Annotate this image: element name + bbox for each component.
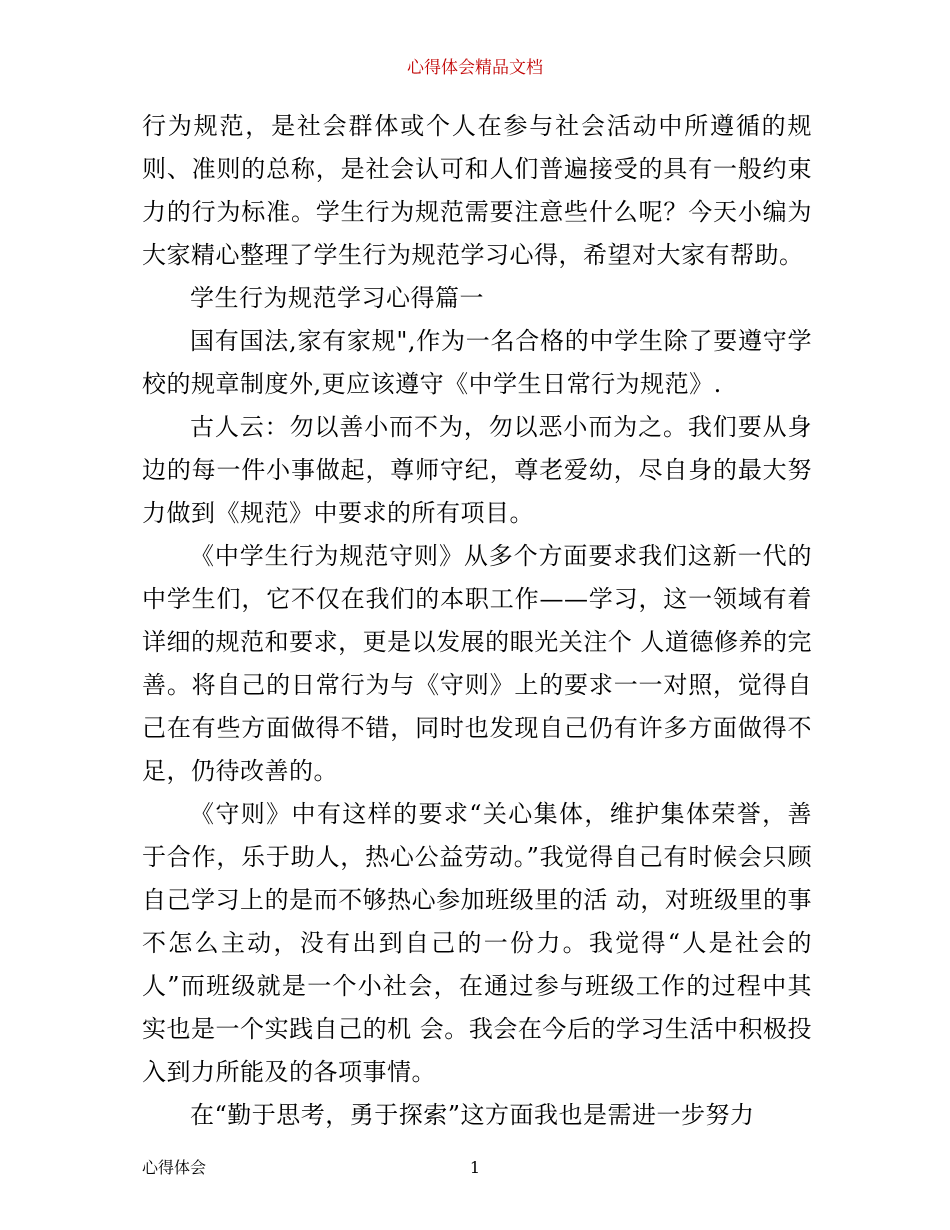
body-paragraph: 在“勤于思考，勇于探索”这方面我也是需进一步努力	[190, 1101, 755, 1129]
section-heading: 学生行为规范学习心得篇一	[190, 284, 484, 312]
footer-label: 心得体会	[142, 1158, 207, 1177]
document-body	[142, 105, 812, 1137]
body-paragraph: 《守则》中有这样的要求“关心集体，维护集体荣誉，善于合作，乐于助人，热心公益劳动。”我觉得自己有时候会只顾自己学习上的是而不够热心参加班级里的活 动，对班级里的事不怎么主动，没有出到自己的一份力。我觉得“人是社会的人”而班级就是一个小社会，在通过参与班级工作的过程中其实也是一个实践自己的机 会。我会在今后的学习生活中积极投入到力所能及的各项事情。	[142, 800, 812, 1086]
intro-paragraph: 行为规范，是社会群体或个人在参与社会活动中所遵循的规则、准则的总称，是社会认可和人们普遍接受的具有一般约束力的行为标准。学生行为规范需要注意些什么呢？今天小编为大家精心整理了学生行为规范学习心得，希望对大家有帮助。	[142, 112, 812, 269]
page-header-title: 心得体会精品文档	[407, 58, 543, 78]
page-number: 1	[469, 1158, 481, 1177]
body-paragraph: 国有国法,家有家规",作为一名合格的中学生除了要遵守学校的规章制度外,更应该遵守《中学生日常行为规范》.	[142, 327, 812, 398]
body-paragraph: 古人云：勿以善小而不为，勿以恶小而为之。我们要从身边的每一件小事做起，尊师守纪，尊老爱幼，尽自身的最大努力做到《规范》中要求的所有项目。	[142, 413, 812, 527]
body-paragraph: 《中学生行为规范守则》从多个方面要求我们这新一代的中学生们，它不仅在我们的本职工作——学习，这一领域有着详细的规范和要求，更是以发展的眼光关注个 人道德修养的完善。将自己的日常行为与《守则》上的要求一一对照，觉得自己在有些方面做得不错，同时也发现自己仍有许多方面做得不足，仍待改善的。	[142, 542, 812, 785]
